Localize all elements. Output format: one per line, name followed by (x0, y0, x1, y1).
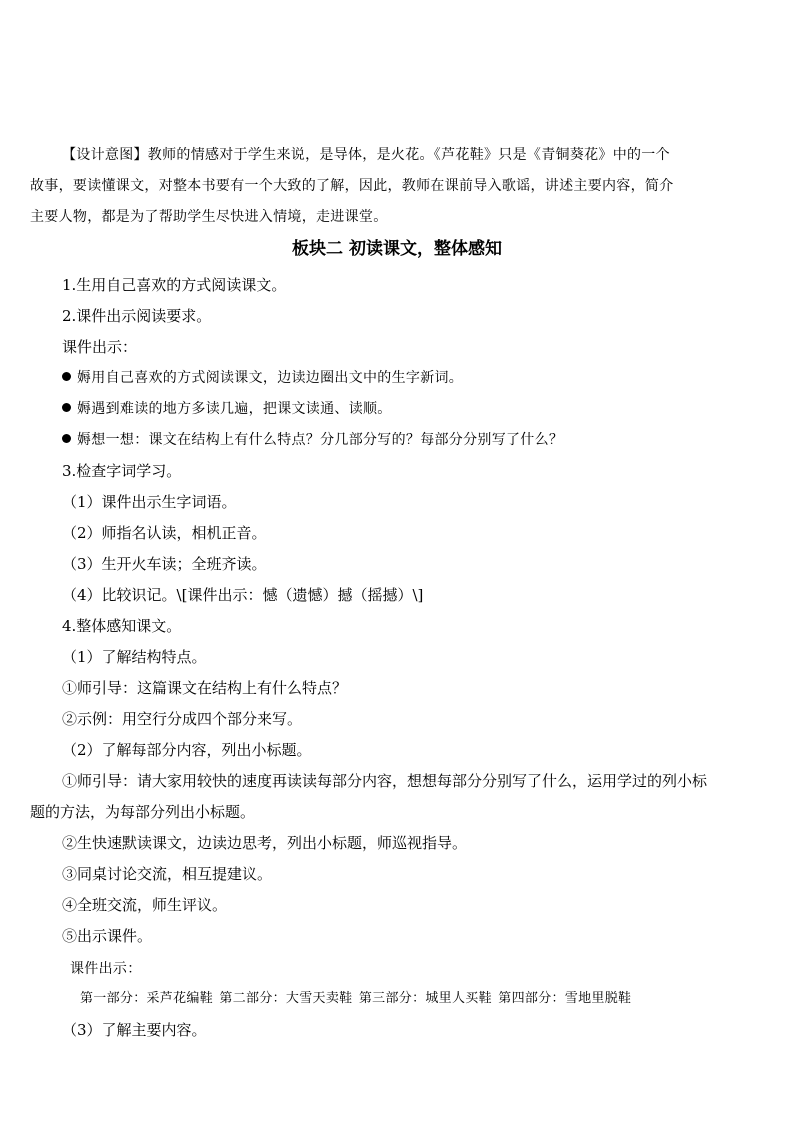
step-4-sub-2d: ④全班交流，师生评议。 (62, 896, 228, 914)
reading-requirement-1 (62, 368, 463, 388)
design-intent-line-3: 主要人物，都是为了帮助学生尽快进入情境，走进课堂。 (30, 209, 388, 225)
reading-requirement-3-text: 媷想一想：课文在结构上有什么特点？分几部分写的？每部分分别写了什么？ (77, 432, 564, 448)
design-intent-line-1: 【设计意图】教师的情感对于学生来说，是导体，是火花。《芦花鞋》只是《青铜葵花》中的一个 (62, 147, 670, 163)
step-4-sub-2a-line-1: ①师引导：请大家用较快的速度再读读每部分内容，想想每部分分别写了什么，运用学过的列小标 (62, 772, 708, 790)
reading-requirement-2-text: 媷遇到难读的地方多读几遍，把课文读通、读顺。 (77, 401, 392, 417)
reading-requirement-2 (62, 399, 392, 419)
section-title: 板块二 初读课文，整体感知 (292, 239, 502, 259)
courseware-label: 课件出示： (62, 338, 138, 356)
bullet-icon (62, 372, 71, 381)
step-4-sub-2e: ⑤出示课件。 (62, 927, 153, 945)
step-4-sub-2: （2）了解每部分内容，列出小标题。 (62, 741, 312, 759)
reading-requirement-3 (62, 430, 563, 450)
step-4-sub-2b: ②生快速默读课文，边读边思考，列出小标题，师巡视指导。 (62, 834, 468, 852)
subtitle-parts: 第一部分：采芦花编鞋 第二部分：大雪天卖鞋 第三部分：城里人买鞋 第四部分：雪地里脱鞋 (80, 991, 632, 1006)
bullet-icon (62, 434, 71, 443)
step-2: 2.课件出示阅读要求。 (62, 307, 212, 325)
courseware-label-2: 课件出示： (70, 961, 142, 977)
bullet-icon (62, 403, 71, 412)
step-4-sub-1b: ②示例：用空行分成四个部分来写。 (62, 710, 303, 728)
step-1: 1.生用自己喜欢的方式阅读课文。 (62, 276, 287, 294)
step-4-sub-3: （3）了解主要内容。 (62, 1021, 207, 1039)
step-4: 4.整体感知课文。 (62, 617, 182, 635)
step-4-sub-1a: ①师引导：这篇课文在结构上有什么特点？ (62, 679, 348, 697)
step-4-sub-2c: ③同桌讨论交流，相互提建议。 (62, 865, 273, 883)
step-3: 3.检查字词学习。 (62, 462, 182, 480)
step-4-sub-1: （1）了解结构特点。 (62, 648, 207, 666)
reading-requirement-1-text: 媷用自己喜欢的方式阅读课文，边读边圈出文中的生字新词。 (77, 370, 464, 386)
step-3-sub-4: （4）比较识记。\[课件出示：憾（遗憾）撼（摇撼）\] (62, 586, 424, 604)
step-4-sub-2a-line-2: 题的方法，为每部分列出小标题。 (30, 803, 256, 821)
step-3-sub-3: （3）生开火车读；全班齐读。 (62, 555, 267, 573)
design-intent-line-2: 故事，要读懂课文，对整本书要有一个大致的了解，因此，教师在课前导入歌谣，讲述主要内容，简介 (30, 178, 674, 194)
step-3-sub-1: （1）课件出示生字词语。 (62, 493, 237, 511)
step-3-sub-2: （2）师指名认读，相机正音。 (62, 524, 267, 542)
